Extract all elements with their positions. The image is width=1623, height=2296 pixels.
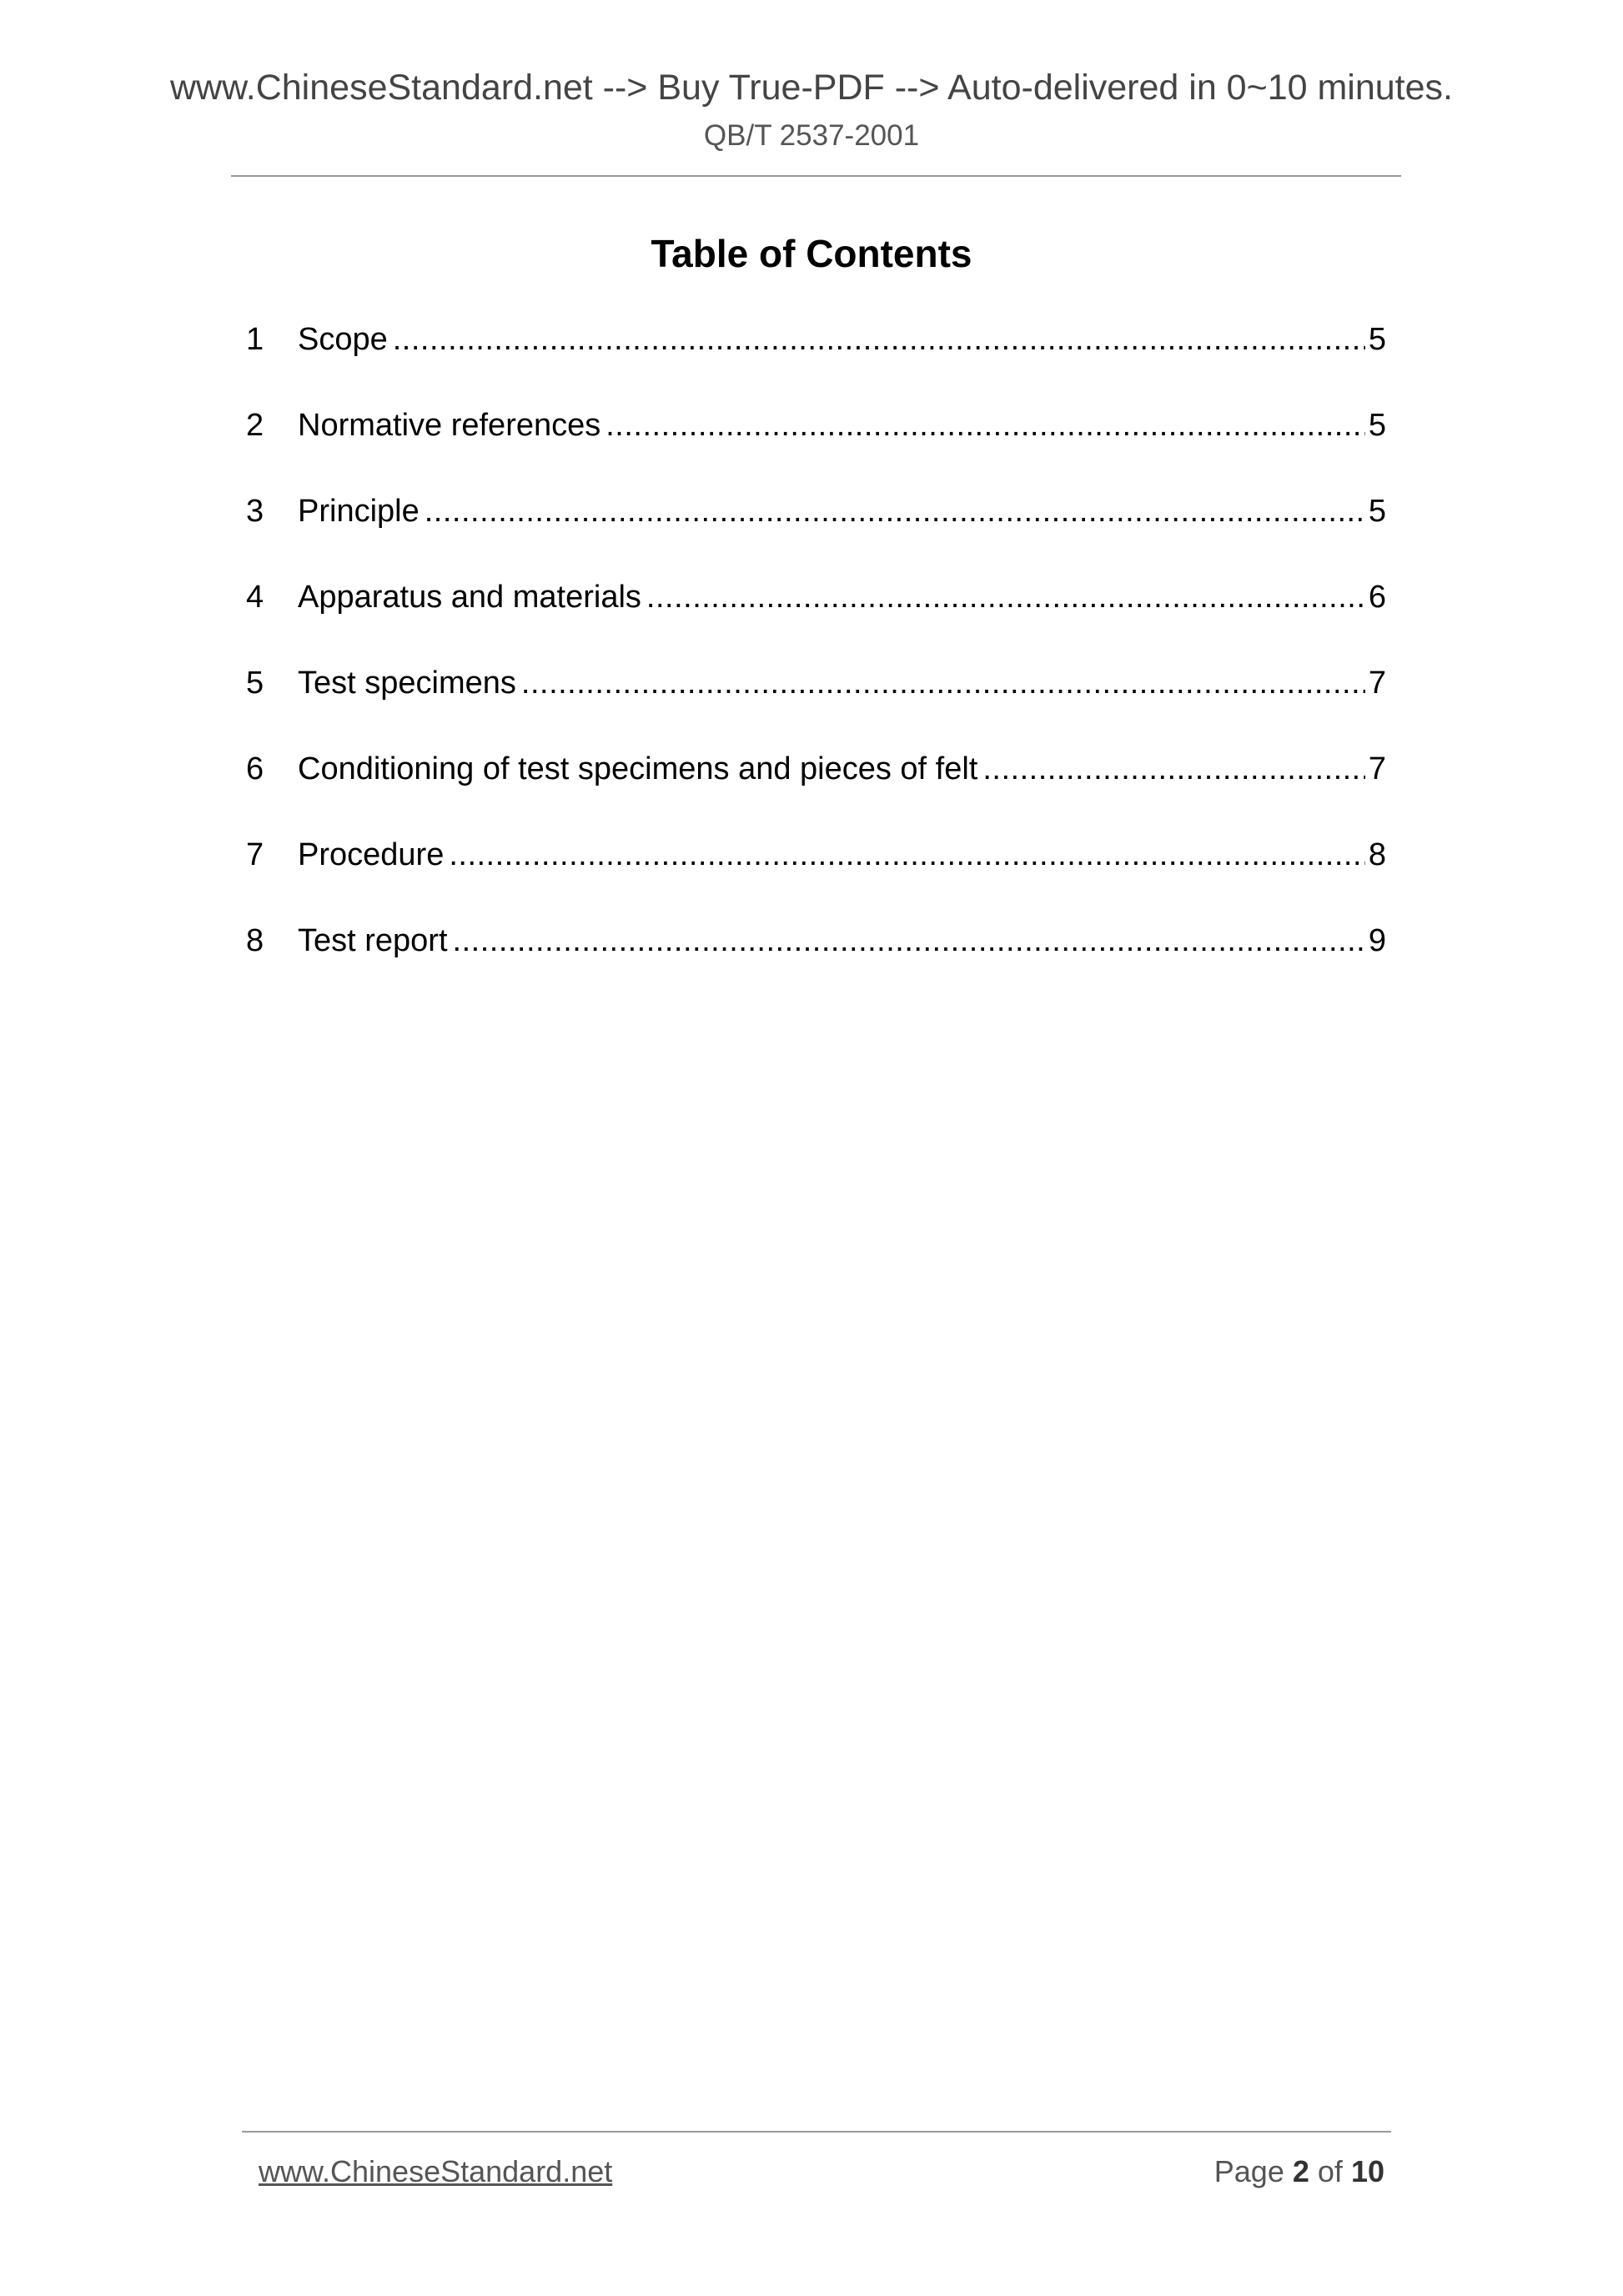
page-total: 10 bbox=[1350, 2154, 1384, 2188]
toc-entry-title: Test specimens bbox=[298, 666, 516, 701]
table-of-contents bbox=[246, 314, 1386, 1002]
page-current: 2 bbox=[1292, 2154, 1309, 2188]
toc-entry-title: Procedure bbox=[298, 837, 445, 872]
toc-dot-leader bbox=[425, 486, 1365, 536]
toc-dot-leader bbox=[449, 830, 1365, 880]
toc-entry-page: 7 bbox=[1368, 666, 1386, 701]
page-label: Page bbox=[1213, 2154, 1284, 2188]
toc-entry-page: 6 bbox=[1368, 580, 1386, 615]
toc-entry[interactable] bbox=[246, 314, 1386, 400]
toc-entry-page: 5 bbox=[1368, 494, 1386, 529]
toc-entry-number: 1 bbox=[246, 322, 264, 357]
toc-entry[interactable] bbox=[246, 830, 1386, 916]
toc-entry-number: 2 bbox=[246, 408, 264, 443]
toc-entry-number: 5 bbox=[246, 666, 264, 701]
toc-entry-title: Scope bbox=[298, 322, 388, 357]
toc-dot-leader bbox=[453, 916, 1365, 966]
toc-entry-title: Apparatus and materials bbox=[298, 580, 641, 615]
toc-entry[interactable] bbox=[246, 658, 1386, 744]
toc-entry-page: 7 bbox=[1368, 751, 1386, 786]
toc-dot-leader bbox=[521, 658, 1365, 708]
toc-entry-page: 5 bbox=[1368, 408, 1386, 443]
toc-entry-number: 6 bbox=[246, 751, 264, 786]
header-divider bbox=[231, 175, 1401, 177]
toc-entry-title: Normative references bbox=[298, 408, 601, 443]
toc-entry-page: 8 bbox=[1368, 837, 1386, 872]
toc-entry[interactable] bbox=[246, 572, 1386, 658]
toc-entry-number: 7 bbox=[246, 837, 264, 872]
toc-entry[interactable] bbox=[246, 744, 1386, 830]
toc-entry[interactable] bbox=[246, 486, 1386, 572]
toc-title: Table of Contents bbox=[651, 232, 972, 275]
header-banner: www.ChineseStandard.net --> Buy True-PDF --> Auto-delivered in 0~10 minutes. bbox=[169, 68, 1453, 108]
toc-entry-title: Principle bbox=[298, 494, 420, 529]
toc-entry-number: 3 bbox=[246, 494, 264, 529]
footer-site-link[interactable]: www.ChineseStandard.net bbox=[259, 2154, 613, 2188]
toc-entry-title: Test report bbox=[298, 923, 448, 958]
standard-code: QB/T 2537-2001 bbox=[703, 119, 920, 152]
toc-entry[interactable] bbox=[246, 916, 1386, 1002]
toc-dot-leader bbox=[605, 400, 1365, 450]
page-indicator bbox=[1214, 2153, 1384, 2191]
toc-entry-number: 4 bbox=[246, 580, 264, 615]
toc-entry[interactable] bbox=[246, 400, 1386, 486]
footer-divider bbox=[242, 2131, 1391, 2133]
page-of-label: of bbox=[1317, 2154, 1343, 2188]
toc-entry-number: 8 bbox=[246, 923, 264, 958]
toc-dot-leader bbox=[646, 572, 1365, 622]
toc-entry-page: 9 bbox=[1368, 923, 1386, 958]
toc-dot-leader bbox=[982, 744, 1364, 794]
toc-dot-leader bbox=[393, 314, 1365, 364]
toc-entry-title: Conditioning of test specimens and pieces of felt bbox=[298, 751, 978, 786]
toc-entry-page: 5 bbox=[1368, 322, 1386, 357]
